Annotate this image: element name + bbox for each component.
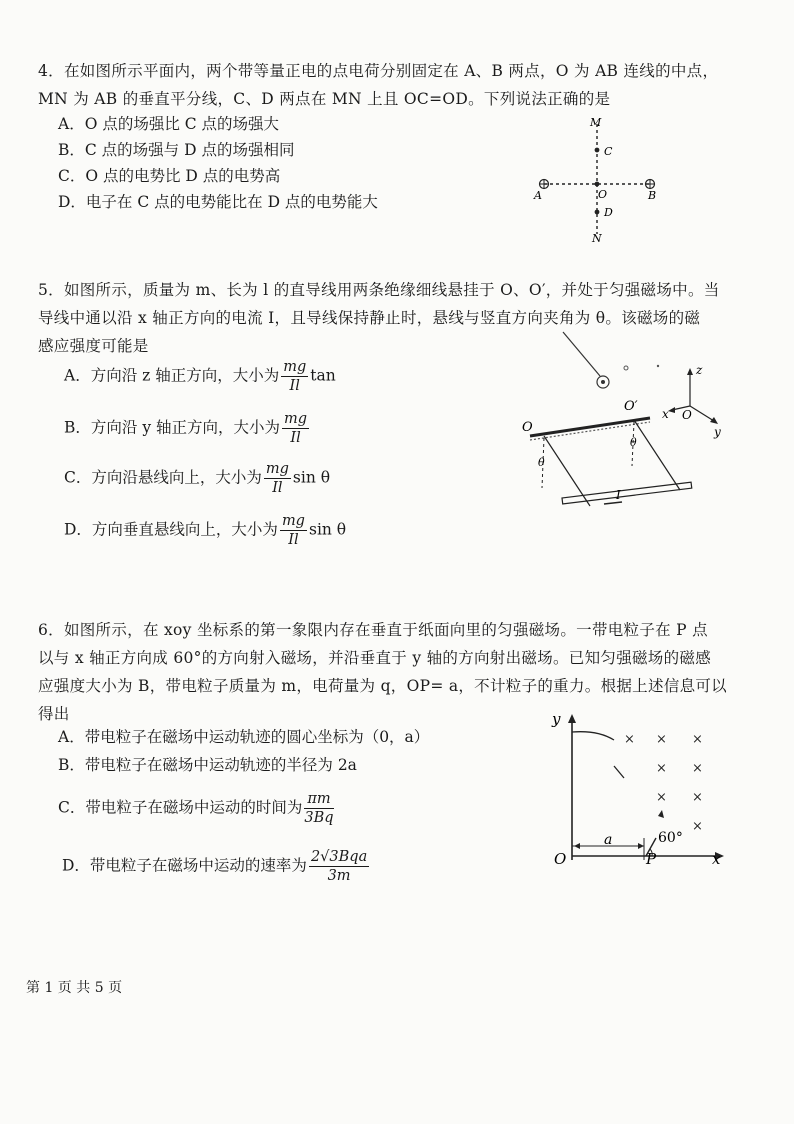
q5-option-c: C．方向沿悬线向上，大小为 $\frac{mg}{Il}$ sin θ [64,461,331,496]
label-n: N [592,232,602,245]
q5-stem-line1: 5．如图所示，质量为 m、长为 l 的直导线用两条绝缘细线悬挂于 O、O′，并处于匀强磁场中。当 [38,281,720,299]
q6-option-b: B．带电粒子在磁场中运动轨迹的半径为 2a [58,756,357,774]
q4-stem-line2: MN 为 AB 的垂直平分线，C、D 两点在 MN 上且 OC=OD。下列说法正确的是 [38,90,611,108]
q6-option-c: C．带电粒子在磁场中运动的时间为 $\frac{\pi m}{3Bq}$ [58,791,334,826]
q5-figure [518,328,738,533]
q5-label-o: O [522,420,533,435]
page-footer: 第 1 页 共 5 页 [26,980,123,996]
field-cross-icon: × [692,790,703,805]
q6-label-p: P [646,850,657,868]
point-c [595,148,600,153]
field-cross-icon: × [692,819,703,834]
field-cross-icon: × [656,732,667,747]
q4-stem [38,57,758,113]
q4-figure [520,110,670,245]
label-a: A [534,189,542,202]
q5-option-d: D．方向垂直悬线向上，大小为 $\frac{mg}{Il}$ sin θ [64,513,347,548]
point-d [595,210,600,215]
q6-label-x: x [712,850,721,868]
q5-label-origin: O [682,408,692,422]
field-cross-icon: × [656,761,667,776]
q5-label-y: y [714,425,721,439]
q5-option-a: A．方向沿 z 轴正方向，大小为 $\frac{mg}{Il}$ tan [64,359,336,394]
q4-options [58,111,498,215]
q5-label-theta-right: θ [630,436,637,449]
q6-option-d: D．带电粒子在磁场中运动的速率为 $\frac{\text{2√3Bqa}}{3m}$ [62,849,368,884]
q6-label-angle: 60° [658,830,683,846]
q4-option-b: B．C 点的场强与 D 点的场强相同 [58,141,295,159]
q6-stem-line1: 6．如图所示，在 xoy 坐标系的第一象限内存在垂直于纸面向里的匀强磁场。一带电粒子在 P 点 [38,621,708,639]
q5-ceiling [530,418,650,436]
label-c: C [604,145,613,158]
field-cross-icon: × [624,732,635,747]
q5-label-o-prime: O′ [624,399,638,414]
q6-stem-line3: 应强度大小为 B，带电粒子质量为 m，电荷量为 q，OP= a，不计粒子的重力。根据上述信息可以 [38,677,727,695]
q5-suspension-line-right [634,420,680,490]
q6-label-y: y [552,710,561,728]
q5-axis-y [690,406,714,421]
q6-stem-line2: 以与 x 轴正方向成 60°的方向射入磁场，并沿垂直于 y 轴的方向射出磁场。已知匀强磁场的磁感 [38,649,712,667]
q6-trajectory-exit [572,732,614,740]
q6-label-a: a [604,832,613,848]
q5-stem-line2: 导线中通以沿 x 轴正方向的电流 I，且导线保持静止时，悬线与竖直方向夹角为 θ。该磁场的磁 [38,309,701,327]
field-cross-icon: × [692,761,703,776]
label-m: M [590,116,602,129]
q5-label-z: z [696,363,703,377]
q6-figure [548,710,738,870]
q5-label-theta-left: θ [538,456,545,469]
point-o [595,182,600,187]
field-cross-icon: × [692,732,703,747]
field-cross-icon: × [656,790,667,805]
q5-stem-line3: 感应强度可能是 [38,337,149,355]
label-b: B [648,189,657,202]
q6-option-a: A．带电粒子在磁场中运动轨迹的圆心坐标为（0，a） [58,728,430,746]
q5-option-b: B．方向沿 y 轴正方向，大小为 $\frac{mg}{Il}$ [64,411,308,446]
label-o: O [598,188,608,201]
q4-option-c: C．O 点的电势比 D 点的电势高 [58,167,281,185]
q6-stem-line4: 得出 [38,705,70,723]
q6-trajectory-mark [614,766,624,778]
q6-label-origin: O [554,850,567,868]
q5-label-current: I [616,488,621,502]
q4-option-d: D．电子在 C 点的电势能比在 D 点的电势能大 [58,193,378,211]
label-d: D [604,206,613,219]
q4-option-a: A．O 点的场强比 C 点的场强大 [58,115,280,133]
q4-stem-line1: 4．在如图所示平面内，两个带等量正电的点电荷分别固定在 A、B 两点，O 为 AB 连线的中点， [38,62,719,80]
q6-field-crosses [624,732,703,834]
q5-label-x: x [662,407,669,421]
